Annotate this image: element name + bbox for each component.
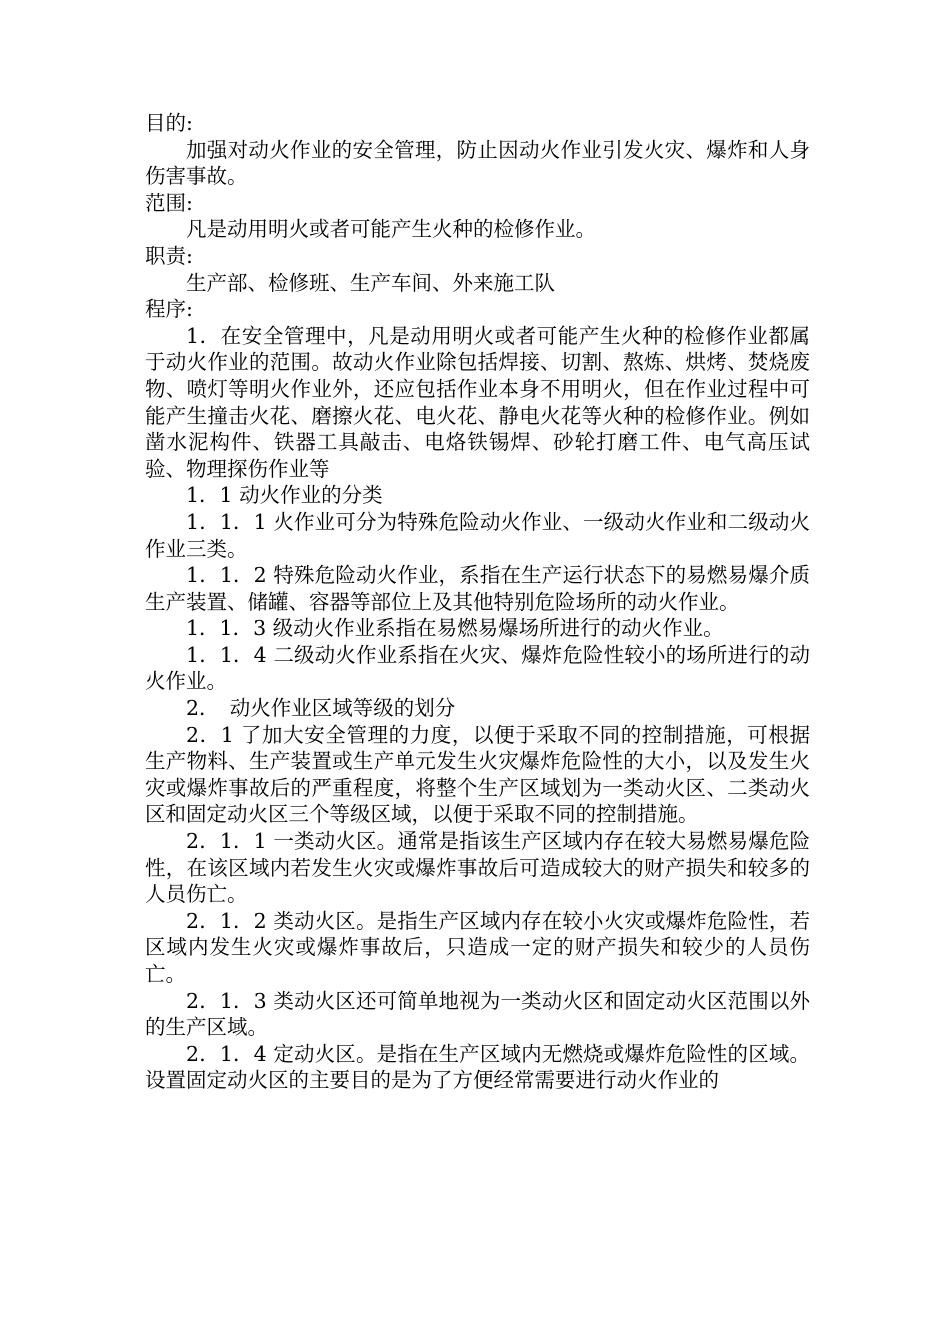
paragraph-1-1-1: 1．1．1 火作业可分为特殊危险动火作业、一级动火作业和二级动火作业三类。 [145,509,810,561]
paragraph-1-1-4: 1．1．4 二级动火作业系指在火灾、爆炸危险性较小的场所进行的动火作业。 [145,642,810,694]
paragraph-1-1-3: 1．1．3 级动火作业系指在易燃易爆场所进行的动火作业。 [186,616,724,641]
paragraph-1-1-2: 1．1．2 特殊危险动火作业，系指在生产运行状态下的易燃易爆介质生产装置、储罐、容器等部位上及其他特别危险场所的动火作业。 [145,563,810,614]
section-heading-scope: 范围: [145,190,193,215]
section-heading-procedure: 程序: [145,297,193,322]
paragraph-2-1-2: 2．1．2 类动火区。是指生产区域内存在较小火灾或爆炸危险性，若区域内发生火灾或爆炸事故后，只造成一定的财产损失和较少的人员伤亡。 [145,908,810,986]
section-heading-purpose: 目的: [145,111,193,135]
document-page [145,110,810,1094]
paragraph-scope: 凡是动用明火或者可能产生火种的检修作业。 [186,217,596,242]
paragraph-1-1: 1．1 动火作业的分类 [186,483,383,508]
paragraph-1: 1．在安全管理中，凡是动用明火或者可能产生火种的检修作业都属于动火作业的范围。故动火作业除包括焊接、切割、熬炼、烘烤、焚烧废物、喷灯等明火作业外，还应包括作业本身不用明火，但在作业过程中可能产生撞击火花、磨擦火花、电火花、静电火花等火种的检修作业。例如凿水泥构件、铁器工具敲击、电烙铁锡焊、砂轮打磨工件、电气高压试验、物理探伤作业等 [145,323,810,481]
paragraph-2: 2． 动火作业区域等级的划分 [186,696,456,721]
paragraph-purpose: 加强对动火作业的安全管理，防止因动火作业引发火灾、爆炸和人身伤害事故。 [145,137,810,189]
paragraph-2-1-4: 2．1．4 定动火区。是指在生产区域内无燃烧或爆炸危险性的区域。设置固定动火区的主要目的是为了方便经常需要进行动火作业的 [145,1041,810,1093]
paragraph-duties: 生产部、检修班、生产车间、外来施工队 [186,270,555,295]
paragraph-2-1-1: 2．1．1 一类动火区。通常是指该生产区域内存在较大易燃易爆危险性，在该区域内若发生火灾或爆炸事故后可造成较大的财产损失和较多的人员伤亡。 [145,829,810,907]
paragraph-2-1: 2．1 了加大安全管理的力度，以便于采取不同的控制措施，可根据生产物料、生产装置或生产单元发生火灾爆炸危险性的大小，以及发生火灾或爆炸事故后的严重程度，将整个生产区域划为一类动火区、二类动火区和固定动火区三个等级区域，以便于采取不同的控制措施。 [145,722,810,827]
section-heading-duties: 职责: [145,243,193,268]
paragraph-2-1-3: 2．1．3 类动火区还可简单地视为一类动火区和固定动火区范围以外的生产区域。 [145,988,810,1040]
